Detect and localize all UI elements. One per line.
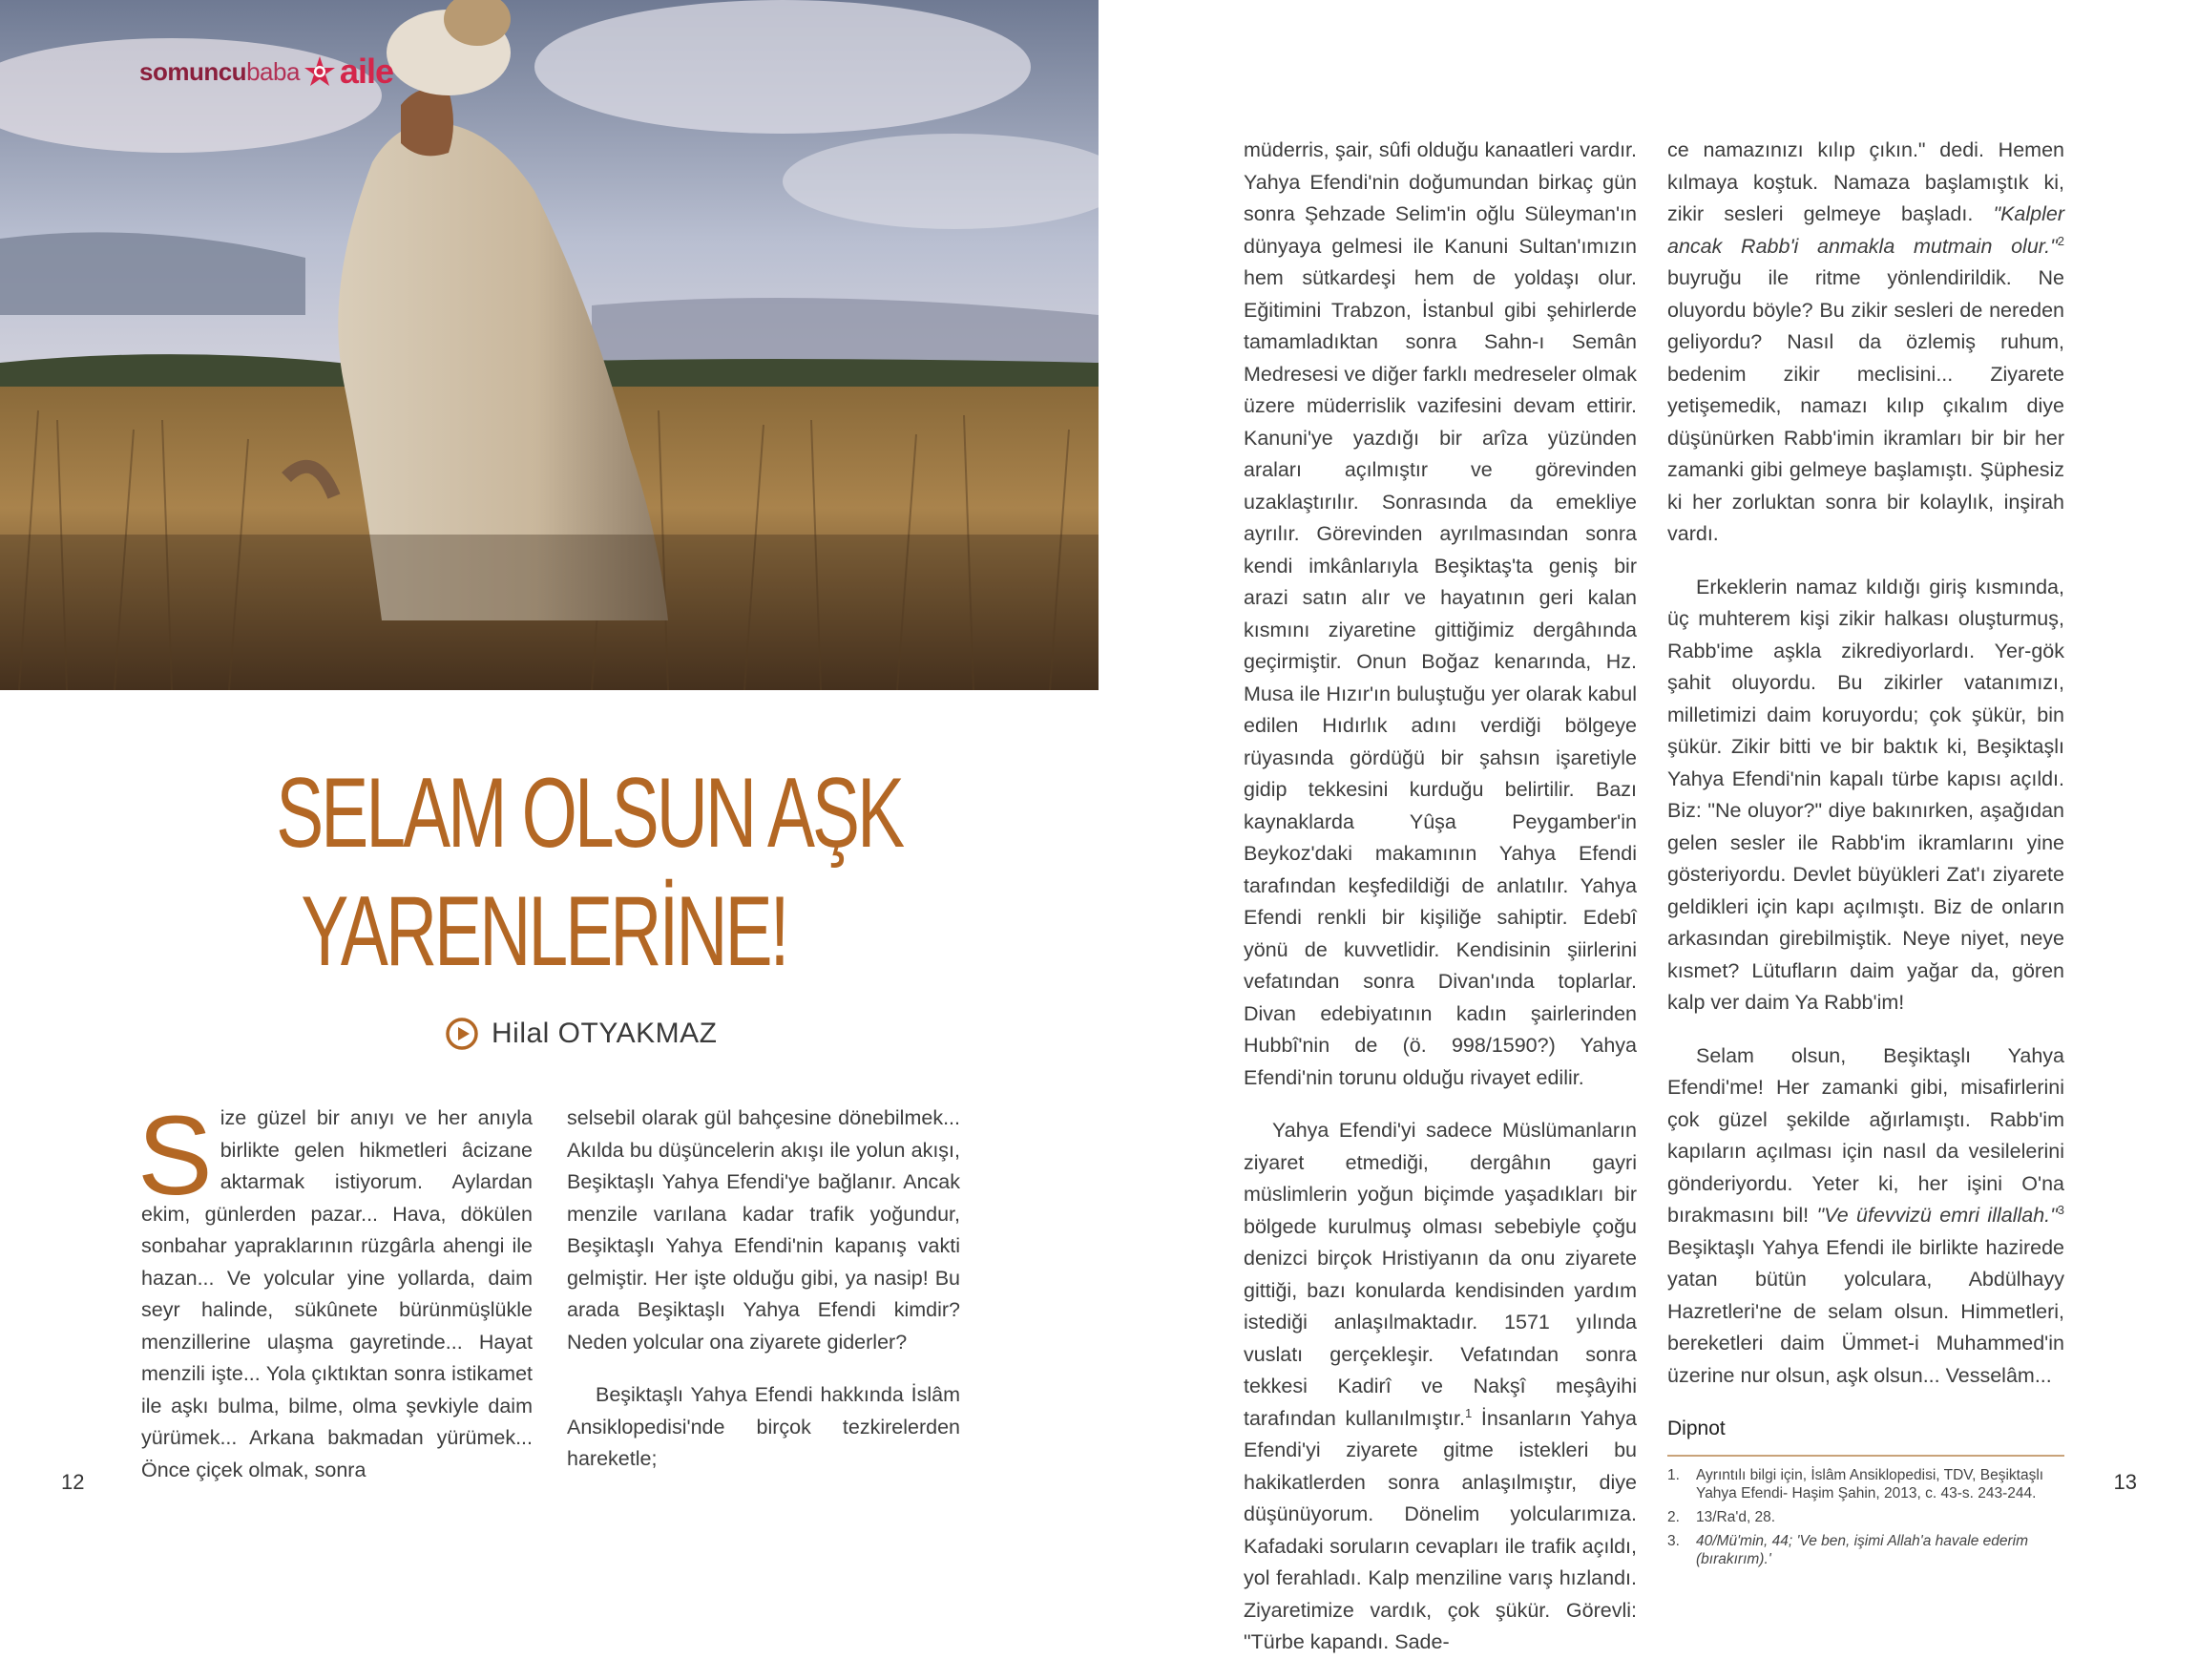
body-column-1 [137,1093,533,1507]
author-name: Hilal OTYAKMAZ [492,1018,718,1049]
play-circle-icon [446,1018,478,1050]
paragraph: selsebil olarak gül bahçesine dönebilmek... Akılda bu düşüncelerin akışı ile yolun akışı, Beşiktaşlı Yahya Efendi'ye bağlanır. Ancak menzile varılana kadar trafik yoğundur, Beşiktaşlı Yahya Efendi'nin kapanış vakti gelmiştir. Her işte olduğu gibi, ya nasip! Bu arada Beşiktaşlı Yahya Efendi kimdir? Neden yolcular ona ziyarete giderler? [567,1106,960,1354]
footnote-text: 13/Ra'd, 28. [1696,1508,1776,1525]
page-number-left: 12 [61,1470,85,1494]
footnote-ref[interactable]: 2 [2057,233,2064,248]
paragraph: ize güzel bir anıyı ve her anıyla birlikte gelen hikmetleri âcizane aktarmak istiyorum. Aylardan ekim, günlerden pazar... Hava, dökülen sonbahar yapraklarının rüzgârla ahengi ile hazan... Ve yolcular yine yollarda, daim seyr halinde, sükûnete bürünmüşlükle menzillerine ulaşma gayretinde... Hayat menzili işte... Yola çıktıktan sonra istikamet ile aşkı bulma, bilme, olma şevkiyle daim yürümek... Arkana bakmadan yürümek... Önce çiçek olmak, sonra [141,1106,533,1481]
paragraph: Erkeklerin namaz kıldığı giriş kısmında, üç muhterem kişi zikir halkası oluşturmuş, Rabb'ime aşkla zikrediyorlardı. Yer-gök şahit oluyordu. Bu zikirler vatanımızı, milletimizi daim koruyordu; çok şükür, bin şükür. Zikir bitti ve bir baktık ki, Beşiktaşlı Yahya Efendi'nin kapalı türbe kapısı açıldı. Biz: "Ne oluyor?" diye bakınırken, aşağıdan gelen sesler ile Rabb'im ikramlarını yine gösteriyordu. Devlet büyükleri Zat'ı ziyarete geldikleri için kapı açılmıştı. Biz de onların arkasından girebilmiştik. Neye niyet, neye kısmet? Lütufların daim yağar da, gören kalp ver daim Ya Rabb'im! [1667,575,2064,1014]
footnote-number: 1. [1667,1466,1680,1483]
right-page [1099,0,2198,1653]
body-column-2 [567,1102,960,1497]
article-title [276,754,903,991]
brand-part2: baba [246,56,300,86]
page-number-right: 13 [2113,1470,2137,1494]
footnotes-title: Dipnot [1667,1418,1726,1439]
paragraph [1667,135,2064,551]
footnote-text: Ayrıntılı bilgi için, İslâm Ansiklopedisi, TDV, Beşiktaşlı Yahya Efendi- Haşim Şahin, 2013, c. 43-s. 243-244. [1696,1466,2044,1502]
body-column-3 [1244,135,1637,1680]
text-span: Beşiktaşlı Yahya Efendi ile birlikte hazirede yatan bütün yolculara, Abdülhayy Hazretleri'ne de selam olsun. Himmetleri, bereketleri daim Ümmet-i Muhammed'in üzerine nur olsun, aşk olsun... Vesselâm... [1667,1235,2064,1387]
footnote-ref[interactable]: 1 [1464,1405,1473,1420]
footnote-item [1667,1466,2064,1502]
wheat-field-photo [0,0,1099,690]
brand-part3: aile [339,52,393,91]
quote: "Kalpler ancak Rabb'i anmakla mutmain olur." [1667,202,2064,258]
text-span: Yahya Efendi'yi sadece Müslümanların ziyaret etmediği, dergâhın gayri müslimlerin yoğun biçimde yaşadıkları bir bölgede kurulmuş olması sebebiyle çoğu denizci birçok Hristiyanın da onu ziyarete gittiği, bazı konularda kendisinden yardım istediği anlaşılmaktadır. 1571 yılında vuslatı gerçekleşir. Vefatından sonra tekkesi Kadirî ve Nakşî meşâyihi tarafından kullanılmıştır. [1244,1119,1637,1430]
brand-star-icon [304,55,336,88]
footnote-ref[interactable]: 3 [2057,1202,2065,1217]
left-page [0,0,1099,1550]
text-span: buyruğu ile ritme yönlendirildik. Ne oluyordu böyle? Bu zikir sesleri de nereden geliyordu? Nasıl da özlemiş ruhum, bedenim zikir meclisini... Ziyarete yetişemedik, namazı kılıp çıkalım diye düşünürken Rabb'imin ikramları bir bir her zamanki gibi gelmeye başlamıştı. Şüphesiz ki her zorluktan sonra bir kolaylık, inşirah vardı. [1667,266,2064,545]
brand-part1: somuncu [139,56,247,86]
text-span: ce namazınızı kılıp çıkın." dedi. Hemen kılmaya koştuk. Namaza başlamıştık ki, zikir sesleri gelmeye başladı. [1667,138,2064,225]
paragraph: Beşiktaşlı Yahya Efendi hakkında İslâm Ansiklopedisi'nde birçok tezkirelerden hareketle; [567,1383,960,1470]
drop-cap: S [137,1093,213,1219]
footnote-number: 2. [1667,1508,1680,1525]
text-span: Selam olsun, Beşiktaşlı Yahya Efendi'me! Her zamanki gibi, misafirlerini çok güzel şekilde ağırlamıştı. Rabb'im kapıların açılması için nasıl da vesilelerini gönderiyordu. Yeter ki, her işini O'na bırakmasını bil! [1667,1043,2064,1227]
brand-logo [139,52,393,91]
body-column-4 [1667,135,2064,1574]
paragraph: müderris, şair, sûfi olduğu kanaatleri vardır. Yahya Efendi'nin doğumundan birkaç gün sonra Şehzade Selim'in oğlu Süleyman'ın dünyaya gelmesi ile Kanuni Sultan'ımızın hem sütkardeşi hem de yoldaşı olur. Eğitimini Trabzon, İstanbul gibi şehirlerde tamamladıktan sonra Sahn-ı Semân Medresesi ve diğer farklı medreseler olmak üzere müderrislik vazifesini devam ettirir. Kanuni'ye yazdığı bir arîza yüzünden araları açılmıştır ve görevinden uzaklaştırılır. Sonrasında da emekliye ayrılır. Görevinden ayrılmasından sonra kendi imkânlarıyla Beşiktaş'ta geniş bir arazi satın alır ve hayatının geri kalan kısmını ziyaretine gittiğimiz dergâhında geçirmiştir. Onun Boğaz kenarında, Hz. Musa ile Hızır'ın buluştuğu yer olarak kabul edilen Hıdırlık adını verdiği bölgeye rüyasında gördüğü bir şahsın işaretiyle gidip tekkesini kurduğu belirtilir. Bazı kaynaklarda Yûşa Peygamber'in Beykoz'daki makamının Yahya Efendi tarafından keşfedildiği de anlatılır. Yahya Efendi renkli bir kişiliğe sahiptir. Edebî yönü de kuvvetlidir. Kendisinin şiirlerini vefatından sonra Divan'ında toplarlar. Divan edebiyatının kadın şairlerinden Hubbî'nin de (ö. 998/1590?) Yahya Efendi'nin torunu olduğu rivayet edilir. [1244,138,1637,1089]
title-line-2: YARENLERİNE! [301,876,787,987]
footnote-text: 40/Mü'min, 44; 'Ve ben, işimi Allah'a havale ederim (bırakırım).' [1696,1532,2029,1567]
footnote-item [1667,1508,2064,1526]
quote: "Ve üfevvizü emri illallah." [1816,1204,2058,1227]
author-byline [446,1018,717,1050]
footnote-number: 3. [1667,1532,1680,1549]
paragraph [1667,1040,2064,1393]
footnotes-divider [1667,1455,2064,1457]
paragraph [1244,1115,1637,1659]
title-line-1: SELAM OLSUN AŞK [276,758,903,869]
text-span: İnsanların Yahya Efendi'yi ziyarete gitme istekleri bu hakikatlerden sonra anlaşılmıştır, diye düşünüyorum. Dönelim yolcularımıza. Kafadaki soruların cevapları ile trafik açıldı, yol ferahladı. Kalp menziline varış hızlandı. Ziyaretimize vardık, çok şükür. Görevli: "Türbe kapandı. Sade- [1244,1406,1637,1653]
